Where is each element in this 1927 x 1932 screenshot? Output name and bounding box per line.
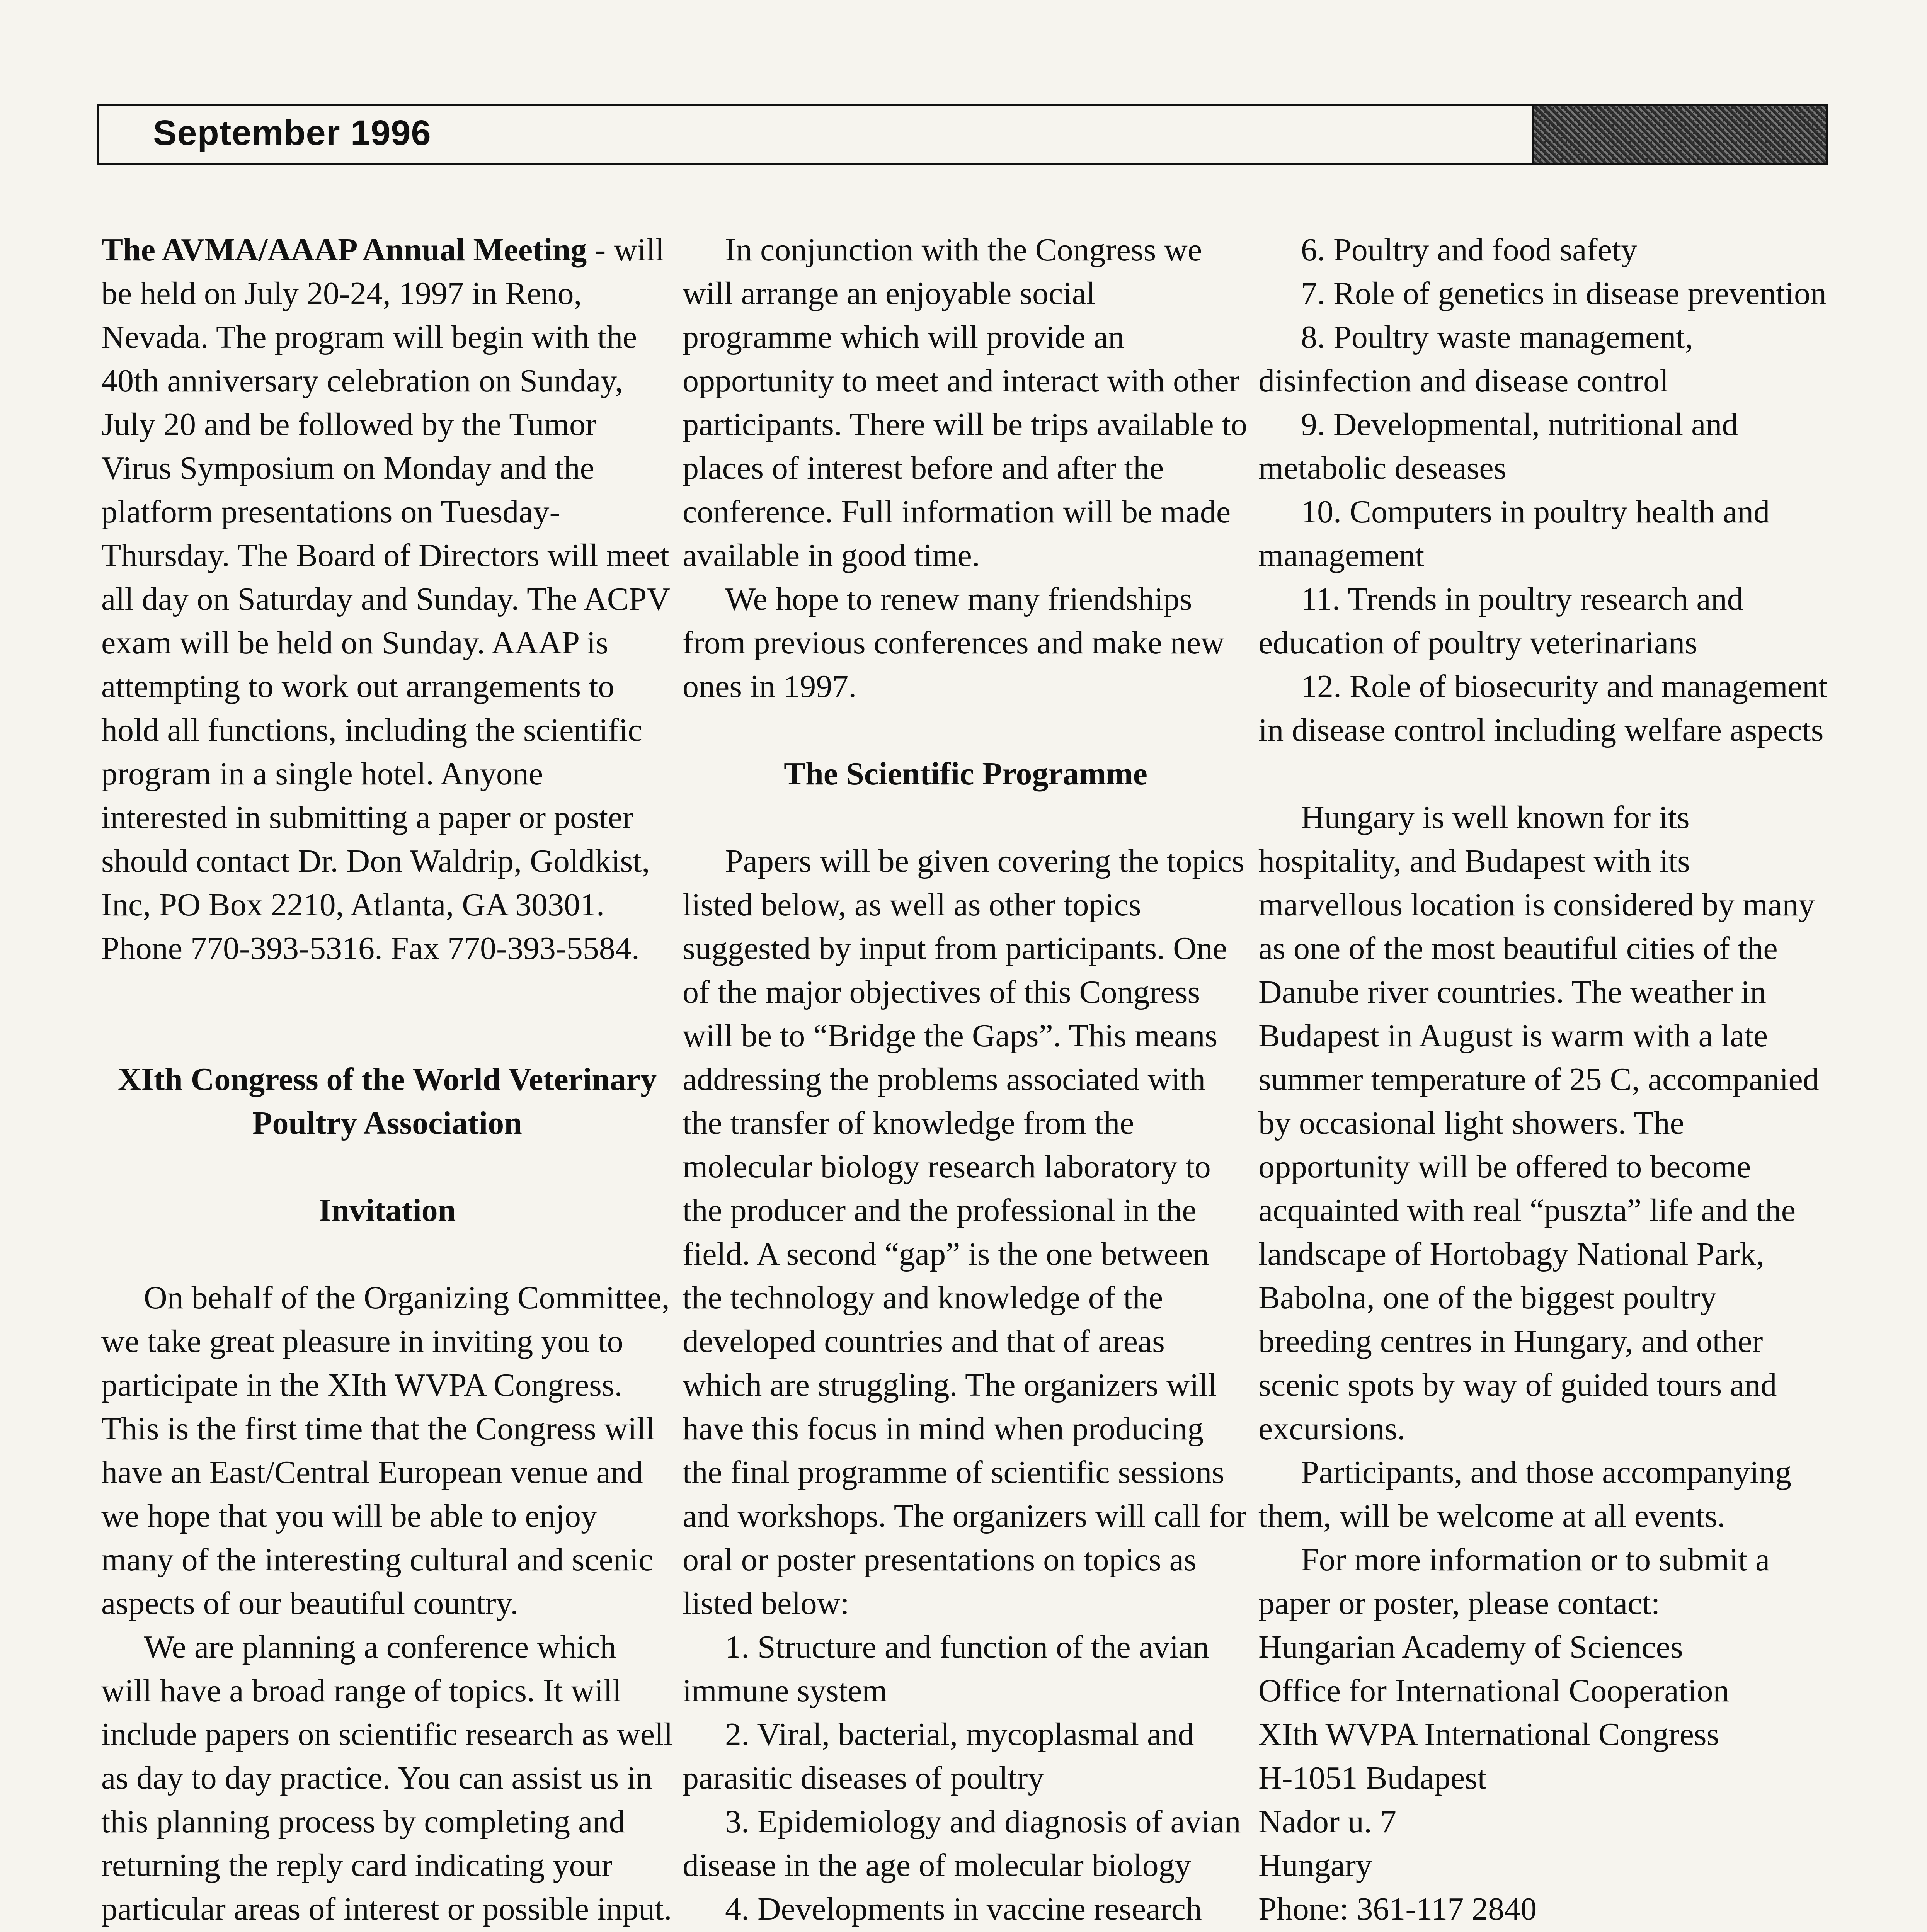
contact-line: Office for International Cooperation [1258, 1673, 1730, 1709]
contact-line: Hungary [1258, 1847, 1372, 1883]
column-2 [683, 228, 1249, 1932]
topic-item: 9. Developmental, nutritional and metabolic deseases [1258, 406, 1738, 486]
contact-line: XIth WVPA International Congress [1258, 1716, 1719, 1752]
topic-item: 1. Structure and function of the avian immune system [683, 1629, 1209, 1709]
scientific-programme-heading: The Scientific Programme [784, 756, 1147, 792]
contact-line: Nador u. 7 [1258, 1804, 1396, 1840]
topic-item: 3. Epidemiology and diagnosis of avian disease in the age of molecular biology [683, 1804, 1241, 1883]
avma-paragraph [101, 228, 673, 970]
topic-item: 11. Trends in poultry research and education of poultry veterinarians [1258, 581, 1743, 661]
contact-line: Hungarian Academy of Sciences [1258, 1629, 1683, 1665]
column-3 [1258, 228, 1830, 1932]
invitation-paragraph-2: We are planning a conference which will have a broad range of topics. It will include papers on scientific research as well as day to day practice. You can assist us in this planning process by completing and returning the reply card indicating your particular areas of interest or possible input. [101, 1629, 673, 1927]
avma-body: will be held on July 20-24, 1997 in Reno, Nevada. The program will begin with the 40th anniversary celebration on Sunday, July 20 and be followed by the Tumor Virus Symposium on Monday and the platform presentations on Tuesday-Thursday. The Board of Directors will meet all day on Saturday and Sunday. The ACPV exam will be held on Sunday. AAAP is attempting to work out arrangements to hold all functions, including the scientific program in a single hotel. Anyone interested in submitting a paper or poster should contact Dr. Don Waldrip, Goldkist, Inc, PO Box 2210, Atlanta, GA 30301. Phone 770-393-5316. Fax 770-393-5584. [101, 232, 670, 966]
topic-item: 8. Poultry waste management, disinfection and disease control [1258, 319, 1693, 399]
scientific-paragraph: Papers will be given covering the topics listed below, as well as other topics suggested by input from participants. One of the major objectives of this Congress will be to “Bridge the Gaps”. This means addressing the problems associated with the transfer of knowledge from the molecular biology research laboratory to the producer and the professional in the field. A second “gap” is the one between the technology and knowledge of the developed countries and that of areas which are struggling. The organizers will have this focus in mind when producing the final programme of scientific sessions and workshops. The organizers will call for oral or poster presentations on topics as listed below: [683, 843, 1247, 1621]
invitation-heading: Invitation [318, 1192, 456, 1228]
issue-date: September 1996 [153, 113, 431, 153]
hungary-paragraph: Hungary is well known for its hospitality, and Budapest with its marvellous location is considered by many as one of the most beautiful cities of the Danube river countries. The weather in Budapest in August is warm with a late summer temperature of 25 C, accompanied by occasional light showers. The opportunity will be offered to become acquainted with real “puszta” life and the landscape of Hortobagy National Park, Babolna, one of the biggest poultry breeding centres in Hungary, and other scenic spots by way of guided tours and excursions. [1258, 799, 1819, 1447]
topic-item: 2. Viral, bacterial, mycoplasmal and parasitic diseases of poultry [683, 1716, 1194, 1796]
contact-line: Phone: 361-117 2840 [1258, 1891, 1537, 1927]
topic-item: 7. Role of genetics in disease prevention [1301, 276, 1827, 311]
topic-item: 12. Role of biosecurity and management in disease control including welfare aspects [1258, 668, 1828, 748]
page-header [97, 104, 1828, 165]
invitation-paragraph-1: On behalf of the Organizing Committee, we take great pleasure in inviting you to participate in the XIth WVPA Congress. This is the first time that the Congress will have an East/Central European venue and we hope that you will be able to enjoy many of the interesting cultural and scenic aspects of our beautiful country. [101, 1280, 670, 1621]
topic-item: 10. Computers in poultry health and management [1258, 494, 1770, 573]
avma-title: The AVMA/AAAP Annual Meeting - [101, 232, 606, 268]
contact-line: H-1051 Budapest [1258, 1760, 1487, 1796]
social-paragraph: In conjunction with the Congress we will arrange an enjoyable social programme which will provide an opportunity to meet and interact with other participants. There will be trips available to places of interest before and after the conference. Full information will be made available in good time. [683, 232, 1247, 573]
header-texture-block [1532, 106, 1826, 163]
topic-item: 4. Developments in vaccine research [725, 1891, 1202, 1927]
column-1 [101, 228, 673, 1932]
info-paragraph: For more information or to submit a paper or poster, please contact: [1258, 1542, 1770, 1621]
renew-paragraph: We hope to renew many friendships from previous conferences and make new ones in 1997. [683, 581, 1224, 704]
congress-heading: XIth Congress of the World Veterinary Poultry Association [117, 1061, 657, 1141]
topic-item: 6. Poultry and food safety [1301, 232, 1638, 268]
participants-paragraph: Participants, and those accompanying them, will be welcome at all events. [1258, 1454, 1791, 1534]
